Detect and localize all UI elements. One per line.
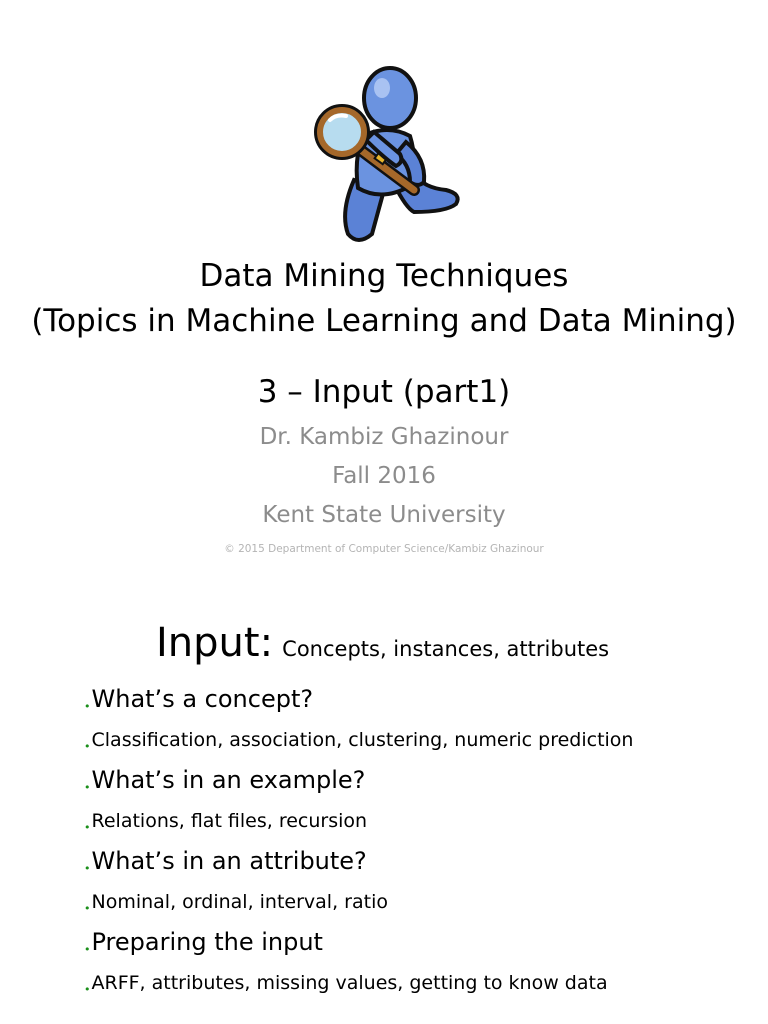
term-label: Fall 2016 xyxy=(332,463,436,489)
slide-subtitle: 3 – Input (part1) xyxy=(257,374,511,410)
slide-title-line: (Topics in Machine Learning and Data Mining) xyxy=(31,303,737,339)
author-name: Dr. Kambiz Ghazinour xyxy=(259,424,509,450)
sub-bullet-item xyxy=(84,886,754,925)
bullet-text: Classification, association, clustering, numeric prediction xyxy=(91,729,634,751)
bullet-dot-icon: • xyxy=(84,781,91,794)
bullet-dot-icon: • xyxy=(84,862,91,875)
copyright-notice: © 2015 Department of Computer Science/Kambiz Ghazinour xyxy=(224,543,544,555)
bullet-dot-icon: • xyxy=(84,740,91,753)
sub-bullet-item xyxy=(84,724,754,763)
bullet-text: Relations, flat files, recursion xyxy=(91,810,368,832)
bullet-item xyxy=(84,682,754,724)
bullet-text: What’s in an example? xyxy=(91,766,366,794)
bullet-dot-icon: • xyxy=(84,821,91,834)
slide-heading xyxy=(156,618,609,674)
slide-title-line: Data Mining Techniques xyxy=(199,258,569,294)
university-name: Kent State University xyxy=(262,502,506,528)
bullet-text: ARFF, attributes, missing values, getting to know data xyxy=(91,972,608,994)
heading-sub: Concepts, instances, attributes xyxy=(282,637,610,661)
bullet-dot-icon: • xyxy=(84,700,91,713)
bullet-text: Preparing the input xyxy=(91,928,323,956)
bullet-text: Nominal, ordinal, interval, ratio xyxy=(91,891,388,913)
heading-main: Input: xyxy=(156,620,274,666)
bullet-item xyxy=(84,844,754,886)
bullet-list xyxy=(84,682,754,1006)
bullet-item xyxy=(84,763,754,805)
sub-bullet-item xyxy=(84,805,754,844)
sub-bullet-item xyxy=(84,967,754,1006)
magnifying-glass-person-icon xyxy=(296,62,478,246)
bullet-item xyxy=(84,925,754,967)
bullet-dot-icon: • xyxy=(84,983,91,996)
slide-title xyxy=(0,254,768,344)
bullet-text: What’s in an attribute? xyxy=(91,847,367,875)
bullet-text: What’s a concept? xyxy=(91,685,314,713)
bullet-dot-icon: • xyxy=(84,943,91,956)
bullet-dot-icon: • xyxy=(84,902,91,915)
